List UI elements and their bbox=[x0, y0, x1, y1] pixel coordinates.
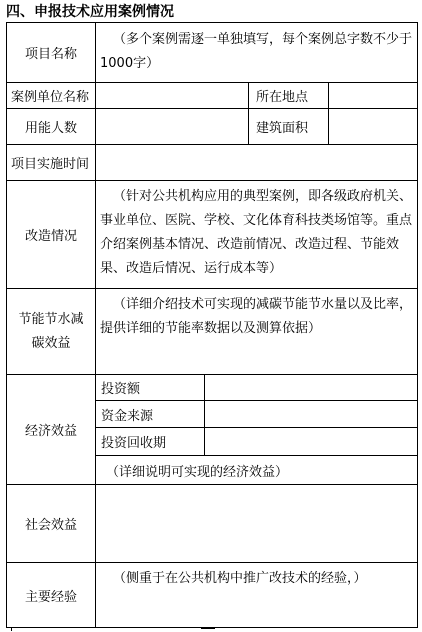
economic-benefit-note[interactable]: （详细说明可实现的经济效益） bbox=[106, 464, 289, 480]
investment-label: 投资额 bbox=[101, 382, 141, 397]
building-area-value[interactable] bbox=[329, 109, 417, 144]
location-value[interactable] bbox=[329, 83, 417, 108]
payback-period-label: 投资回收期 bbox=[101, 436, 167, 451]
case-table bbox=[6, 22, 418, 628]
project-name-label: 项目名称 bbox=[24, 47, 77, 62]
social-benefit-label: 社会效益 bbox=[24, 518, 77, 533]
fund-source-value[interactable] bbox=[205, 401, 417, 427]
implementation-time-value[interactable] bbox=[96, 145, 417, 180]
social-benefit-value[interactable] bbox=[96, 485, 417, 562]
main-experience-note[interactable]: （侧重于在公共机构中推广改技术的经验，） bbox=[113, 571, 367, 586]
saving-benefit-label: 节能节水减碳效益 bbox=[18, 311, 84, 351]
section-title: 四、申报技术应用案例情况 bbox=[6, 4, 174, 20]
location-label: 所在地点 bbox=[256, 90, 309, 105]
case-unit-label: 案例单位名称 bbox=[11, 90, 90, 105]
implementation-time-label: 项目实施时间 bbox=[11, 157, 90, 172]
payback-period-value[interactable] bbox=[205, 428, 417, 455]
saving-benefit-note[interactable]: （详细介绍技术可实现的减碳节能节水量以及比率，提供详细的节能率数据以及测算依据） bbox=[100, 297, 413, 336]
main-experience-label: 主要经验 bbox=[24, 589, 77, 605]
fund-source-label: 资金来源 bbox=[101, 408, 154, 424]
renovation-note[interactable]: （针对公共机构应用的典型案例，即各级政府机关、事业单位、医院、学校、文化体育科技类场馆等。重点介绍案例基本情况、改造前情况、改造过程、节能效果、改造后情况、运行成本等） bbox=[100, 189, 413, 276]
user-count-value[interactable] bbox=[96, 109, 248, 144]
case-unit-value[interactable] bbox=[96, 83, 248, 108]
investment-value[interactable] bbox=[205, 375, 417, 400]
project-name-note[interactable]: （多个案例需逐一单独填写，每个案例总字数不少于1000字） bbox=[100, 32, 413, 71]
renovation-label: 改造情况 bbox=[24, 229, 77, 244]
economic-benefit-label: 经济效益 bbox=[24, 424, 77, 439]
building-area-label: 建筑面积 bbox=[256, 121, 309, 136]
user-count-label: 用能人数 bbox=[24, 121, 77, 136]
